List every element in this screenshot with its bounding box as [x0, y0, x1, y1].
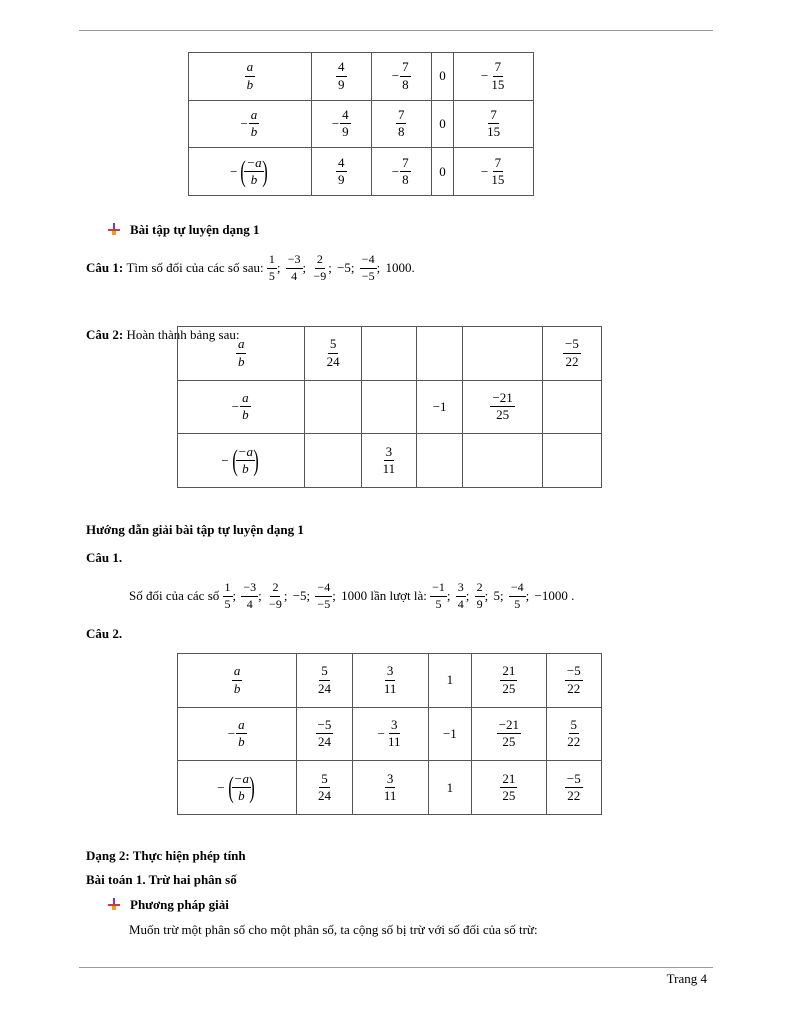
a-over-b-label: $\frac{a}{b}$ — [233, 663, 241, 696]
fraction-value: $\frac{-5}{22}$ — [566, 770, 581, 804]
inline-fraction: 2 −9 — [313, 252, 327, 283]
table-cell — [178, 707, 297, 761]
table-cell — [178, 654, 297, 708]
fraction-value: $\frac{5}{24}$ — [317, 663, 331, 696]
table-cell — [311, 53, 371, 101]
a-over-b-label: $\frac{a}{b}$ — [246, 59, 254, 92]
fraction-value: $\frac{7}{15}$ — [487, 106, 501, 140]
table-row — [178, 761, 602, 815]
table-cell — [361, 327, 416, 381]
negative-fraction-value: − $\frac{7}{15}$ — [481, 154, 505, 188]
opposite-fraction-table-1 — [188, 52, 534, 196]
table-cell — [542, 380, 601, 434]
fraction-value: $\frac{-5}{24}$ — [317, 716, 332, 750]
solution-2-label: Câu 2. — [86, 626, 123, 641]
table-cell — [178, 434, 305, 488]
fraction: −a b — [246, 154, 262, 188]
question-2-text: Hoàn thành bảng sau: — [126, 327, 240, 342]
section-2-title: Dạng 2: Thực hiện phép tính — [86, 848, 246, 863]
method-heading: Phương pháp giải — [108, 897, 229, 913]
negative-fraction-value: − $\frac{7}{15}$ — [481, 59, 505, 92]
table-cell — [463, 380, 542, 434]
table-cell — [352, 654, 428, 708]
negative-fraction-value: − $\frac{3}{11}$ — [377, 716, 401, 750]
inline-fraction: −4 −5 — [317, 580, 331, 611]
header-rule — [79, 30, 713, 31]
table-cell — [431, 148, 454, 196]
inline-fraction: 1 5 — [224, 580, 231, 611]
table-cell — [361, 434, 416, 488]
solution-1-numbers: 1 5 ; −3 4 ; 2 −9 ; −5 ; −4 −5 ; — [224, 580, 340, 611]
table-cell — [361, 380, 416, 434]
question-1 — [86, 250, 415, 286]
integer-value: 0 — [439, 68, 446, 84]
table-cell — [472, 707, 546, 761]
inline-fraction: 3 4 — [457, 580, 464, 611]
question-1-text: Tìm số đối của các số sau: — [126, 260, 264, 275]
table-cell — [297, 707, 352, 761]
fraction-value: $\frac{5}{22}$ — [567, 716, 581, 750]
table-row — [178, 707, 602, 761]
exercise-table — [177, 326, 602, 488]
table-cell — [189, 148, 312, 196]
integer-value: −1 — [432, 398, 447, 414]
table-cell — [297, 761, 352, 815]
fraction-value: $\frac{21}{25}$ — [502, 770, 516, 804]
table-cell — [472, 654, 546, 708]
inline-number: −5 — [337, 260, 351, 275]
bullet-icon — [108, 898, 120, 910]
solution-1-label: Câu 1. — [86, 550, 123, 565]
table-cell — [463, 327, 542, 381]
problem-1-title: Bài toán 1. Trừ hai phân số — [86, 872, 237, 887]
table-cell — [371, 53, 431, 101]
table-cell — [352, 707, 428, 761]
fraction-value: $\frac{21}{25}$ — [502, 663, 516, 696]
fraction-value: $\frac{4}{9}$ — [338, 59, 345, 92]
fraction-value: $\frac{3}{11}$ — [382, 443, 396, 477]
table-cell — [311, 148, 371, 196]
neg-paren-neg-a-over-b-label: − ( −a b ) — [217, 770, 255, 805]
inline-fraction: −4 5 — [510, 580, 524, 611]
solutions-heading: Hướng dẫn giải bài tập tự luyện dạng 1 — [86, 522, 304, 537]
fraction-value: $\frac{3}{11}$ — [383, 770, 397, 804]
table-cell — [542, 434, 601, 488]
neg-a-over-b-label: − $\frac{a}{b}$ — [231, 389, 249, 423]
solution-table — [177, 653, 602, 815]
table-cell — [454, 53, 534, 101]
footer-rule — [79, 967, 713, 968]
table-row — [178, 654, 602, 708]
fraction: $\frac{a}{b}$ — [250, 106, 258, 140]
table-row — [178, 380, 602, 434]
fraction: $\frac{7}{8}$ — [402, 59, 409, 92]
table-row — [178, 327, 602, 381]
table-cell — [371, 148, 431, 196]
integer-value: 1 — [446, 672, 454, 688]
fraction: $\frac{a}{b}$ — [242, 389, 249, 423]
table-cell — [305, 434, 361, 488]
neg-paren-neg-a-over-b-label: − ( −a b ) — [221, 443, 259, 478]
fraction-value: $\frac{5}{24}$ — [326, 336, 340, 369]
fraction: $\frac{7}{15}$ — [491, 154, 505, 188]
method-rule: Muốn trừ một phân số cho một phân số, ta cộng số bị trừ với số đối của số trừ: — [129, 922, 538, 937]
integer-value: 0 — [439, 115, 446, 131]
solution-1-answers: −1 5 ; 3 4 ; 2 9 ; 5 ; −4 5 ; — [432, 580, 533, 611]
integer-value: 1 — [446, 779, 454, 795]
fraction: $\frac{3}{11}$ — [388, 716, 401, 750]
fraction-value: $\frac{3}{11}$ — [383, 663, 397, 696]
question-1-label: Câu 1: — [86, 260, 124, 275]
fraction-value: $\frac{4}{9}$ — [338, 154, 345, 188]
solution-1-prefix: Số đối của các số — [129, 588, 220, 603]
table-cell — [428, 761, 472, 815]
fraction-value: $\frac{-5}{22}$ — [566, 663, 581, 696]
table-row — [189, 100, 534, 148]
integer-value: 0 — [439, 163, 446, 179]
inline-fraction: 2 9 — [476, 580, 483, 611]
table-cell — [428, 654, 472, 708]
inline-number: 5 — [493, 588, 501, 603]
neg-a-over-b-label: − $\frac{a}{b}$ — [227, 716, 245, 750]
table-cell — [463, 434, 542, 488]
neg-paren-neg-a-over-b-label: − ( −a b ) — [230, 154, 268, 189]
table-cell — [454, 148, 534, 196]
inline-fraction: −1 5 — [432, 580, 445, 611]
bullet-icon — [108, 223, 120, 235]
inline-fraction: 1 5 — [268, 252, 275, 283]
question-1-end: 1000. — [385, 260, 415, 275]
table-cell — [431, 53, 454, 101]
solution-1-mid: 1000 lần lượt là: — [341, 588, 427, 603]
solution-1-end: −1000 . — [534, 588, 575, 603]
solution-1-text — [129, 578, 574, 614]
fraction: −a b — [233, 770, 249, 804]
section-heading-exercises: Bài tập tự luyện dạng 1 — [108, 222, 260, 238]
integer-value: −1 — [442, 725, 457, 741]
table-cell — [416, 380, 463, 434]
neg-a-over-b-label: − $\frac{a}{b}$ — [240, 106, 258, 140]
fraction-value: $\frac{-21}{25}$ — [492, 389, 513, 423]
table-cell — [431, 100, 454, 148]
fraction: −a b — [237, 443, 254, 477]
table-cell — [297, 654, 352, 708]
table-cell — [428, 707, 472, 761]
table-cell — [178, 327, 305, 381]
fraction-value: $\frac{5}{24}$ — [317, 770, 331, 804]
inline-number: −5 — [292, 588, 307, 603]
question-2-label: Câu 2: — [86, 327, 124, 342]
table-row — [189, 53, 534, 101]
fraction: $\frac{4}{9}$ — [342, 106, 349, 140]
table-cell — [352, 761, 428, 815]
table-cell — [189, 53, 312, 101]
a-over-b-label: $\frac{a}{b}$ — [237, 336, 245, 369]
table-cell — [546, 761, 601, 815]
table-cell — [542, 327, 601, 381]
table-row — [178, 434, 602, 488]
inline-fraction: −3 4 — [243, 580, 257, 611]
fraction-value: $\frac{-5}{22}$ — [565, 336, 579, 369]
table-cell — [546, 707, 601, 761]
table-cell — [178, 761, 297, 815]
negative-fraction-value: − $\frac{7}{8}$ — [391, 59, 409, 92]
inline-fraction: −4 −5 — [361, 252, 375, 283]
fraction: $\frac{7}{8}$ — [402, 154, 409, 188]
table-cell — [416, 434, 463, 488]
fraction: $\frac{7}{15}$ — [491, 59, 505, 92]
inline-fraction: 2 −9 — [269, 580, 282, 611]
fraction: $\frac{a}{b}$ — [238, 716, 245, 750]
inline-fraction: −3 4 — [287, 252, 301, 283]
fraction-value: $\frac{-21}{25}$ — [498, 716, 520, 750]
table-cell — [305, 327, 361, 381]
negative-fraction-value: − $\frac{4}{9}$ — [331, 106, 349, 140]
table-cell — [305, 380, 361, 434]
table-cell — [371, 100, 431, 148]
table-cell — [454, 100, 534, 148]
table-row — [189, 148, 534, 196]
table-cell — [311, 100, 371, 148]
page-number: Trang 4 — [666, 971, 707, 986]
table-cell — [189, 100, 312, 148]
table-cell — [178, 380, 305, 434]
table-cell — [546, 654, 601, 708]
negative-fraction-value: − $\frac{7}{8}$ — [391, 154, 409, 188]
fraction-value: $\frac{7}{8}$ — [397, 106, 405, 140]
question-1-numbers: 1 5 ; −3 4 ; 2 −9 ; −5 ; −4 −5 ; — [268, 252, 384, 283]
table-cell — [472, 761, 546, 815]
table-cell — [416, 327, 463, 381]
